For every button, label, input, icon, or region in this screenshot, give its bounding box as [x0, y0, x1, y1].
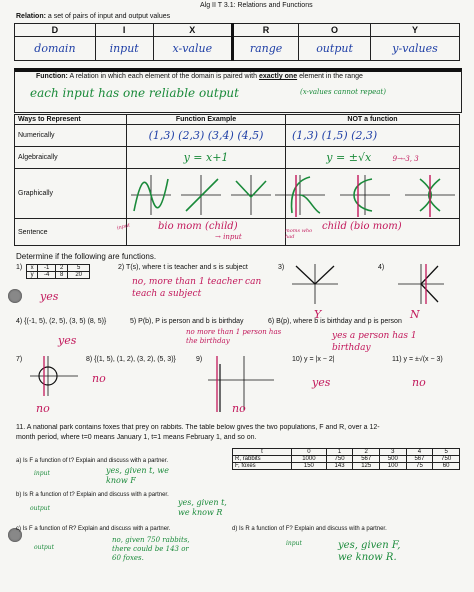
function-answer: each input has one reliable output [30, 86, 239, 100]
answer-x-value: x-value [153, 37, 233, 61]
p8-num: 7) [16, 356, 23, 363]
qd-answer: yes, given F, we know R. [338, 540, 401, 563]
p7-answer: yes a person has 1 birthday [332, 331, 417, 353]
tbl-r-1: 1000 [292, 456, 327, 463]
p4-graph [396, 262, 446, 306]
p4-answer: N [410, 308, 420, 321]
p1-x-0: x [27, 265, 38, 272]
p1-answer: yes [40, 290, 59, 303]
p8-answer: no [36, 402, 50, 415]
function-label: Function: [36, 73, 68, 80]
p5-answer: yes [58, 334, 77, 347]
qa-side: input [34, 470, 50, 477]
function-definition [36, 73, 363, 80]
row-graphically: Graphically [15, 169, 127, 219]
p9-answer: no [92, 372, 106, 385]
answer-y-values: y-values [371, 37, 460, 61]
p13-intro-b: month period, where t=0 means January 1, t=1 means February 1, and so on. [16, 434, 257, 441]
row-numerically: Numerically [15, 125, 127, 147]
qd-side: input [286, 540, 302, 547]
rabbit-fox-table [232, 448, 460, 470]
p3-num: 3) [278, 264, 285, 271]
letter-x: X [153, 24, 233, 37]
tbl-f-6: 60 [433, 463, 460, 470]
answer-range: range [233, 37, 299, 61]
p6-answer: no more than 1 person has the birthday [186, 328, 282, 345]
function-text-c: element in the range [299, 73, 363, 80]
p13-intro-a: 11. A national park contains foxes that prey on rabbits. The table below gives the two populations, F and R, over a 12- [16, 424, 380, 431]
tbl-head-4: 3 [380, 449, 407, 456]
relation-label: Relation: [16, 13, 46, 20]
qc-side: output [34, 544, 55, 551]
p1-y-3: 20 [68, 272, 90, 279]
function-text-b: exactly one [258, 73, 298, 80]
tbl-f-2: 143 [326, 463, 353, 470]
tbl-head-1: 0 [292, 449, 327, 456]
fn-sentence-arrow: → input [215, 233, 242, 241]
letter-o: O [299, 24, 371, 37]
not-algebraic-eq: y = ±√x [326, 151, 372, 164]
determine-title: Determine if the following are functions. [16, 252, 157, 261]
fn-algebraic: y = x+1 [127, 147, 286, 169]
p1-x-2: 2 [56, 265, 68, 272]
p1-y-2: 8 [56, 272, 68, 279]
ways-header-ways: Ways to Represent [15, 115, 127, 125]
tbl-head-3: 2 [353, 449, 380, 456]
tbl-f-4: 100 [380, 463, 407, 470]
relation-table [14, 23, 460, 61]
tbl-f-3: 125 [353, 463, 380, 470]
p10-answer: no [232, 402, 246, 415]
relation-definition: a set of pairs of input and output values [47, 13, 171, 20]
tbl-head-2: 1 [326, 449, 353, 456]
p10-num: 9) [196, 356, 203, 363]
hole-punch-top [8, 289, 22, 303]
p1-num: 1) [16, 264, 23, 271]
p1-x-3: 5 [68, 265, 90, 272]
p2-answer: no, more than 1 teacher can teach a subject [132, 277, 262, 299]
letter-d: D [15, 24, 96, 37]
relation-heading [16, 13, 170, 20]
not-sentence-side: moms who had [285, 228, 313, 240]
qb-side: output [30, 505, 51, 512]
p11-answer: yes [312, 376, 331, 389]
not-sentence: child (bio mom) [322, 221, 402, 232]
tbl-r-6: 750 [433, 456, 460, 463]
function-graphs [126, 171, 276, 219]
qd-question: d) Is R a function of F? Explain and discuss with a partner. [232, 526, 387, 532]
p12-answer: no [412, 376, 426, 389]
tbl-r-5: 567 [406, 456, 433, 463]
function-text-a: A relation in which each element of the domain is paired with [69, 73, 258, 80]
p1-y-1: -4 [38, 272, 56, 279]
p3-answer: Y [314, 308, 322, 321]
p5-question: 4) {(-1, 5), (2, 5), (3, 5) (8, 5)} [16, 318, 107, 325]
ways-header-function: Function Example [127, 115, 286, 125]
p3-graph [290, 262, 340, 306]
row-algebraically: Algebraically [15, 147, 127, 169]
qa-answer: yes, given t, we know F [106, 466, 169, 485]
function-note: (x-values cannot repeat) [300, 88, 386, 96]
letter-r: R [233, 24, 299, 37]
tbl-r-2: 750 [326, 456, 353, 463]
qb-answer: yes, given t, we know R [178, 498, 227, 517]
p1-y-0: y [27, 272, 38, 279]
qc-answer: no, given 750 rabbits, there could be 143 or 60 foxes. [112, 536, 190, 562]
fn-numerical: (1,3) (2,3) (3,4) (4,5) [127, 125, 286, 147]
letter-i: I [95, 24, 153, 37]
tbl-head-5: 4 [406, 449, 433, 456]
p4-num: 4) [378, 264, 385, 271]
not-function-graphs [270, 171, 460, 219]
p9-question: 8) {(1, 5), (1, 2), (3, 2), (5, 3)} [86, 356, 176, 363]
tbl-f-5: 75 [406, 463, 433, 470]
not-numerical: (1,3) (1,5) (2,3) [286, 125, 460, 147]
tbl-r-3: 567 [353, 456, 380, 463]
tbl-head-0: t [233, 449, 292, 456]
page-title: Alg II T 3.1: Relations and Functions [200, 2, 313, 9]
answer-domain: domain [15, 37, 96, 61]
answer-input: input [95, 37, 153, 61]
p2-question: 2) T(s), where t is teacher and s is subject [118, 264, 248, 271]
qc-question: c) Is F a function of R? Explain and discuss with a partner. [16, 526, 171, 532]
fn-sentence: bio mom (child) [158, 221, 238, 232]
tbl-f-1: 150 [292, 463, 327, 470]
answer-output: output [299, 37, 371, 61]
not-algebraic-note: 9→-3, 3 [392, 155, 419, 163]
tbl-r-0: R, rabbits [233, 456, 292, 463]
p11-question: 10) y = |x − 2| [292, 356, 335, 363]
p1-x-1: -1 [38, 265, 56, 272]
p1-table [26, 264, 90, 279]
tbl-f-0: F, foxes [233, 463, 292, 470]
ways-header-not: NOT a function [286, 115, 460, 125]
qa-question: a) Is F a function of t? Explain and discuss with a partner. [16, 458, 169, 464]
p6-question: 5) P(b), P is person and b is birthday [130, 318, 244, 325]
tbl-head-6: 5 [433, 449, 460, 456]
qb-question: b) Is R a function of t? Explain and discuss with a partner. [16, 492, 169, 498]
row-sentence: Sentence [15, 219, 127, 246]
letter-y: Y [371, 24, 460, 37]
fn-sentence-side: input [116, 222, 131, 232]
p7-question: 6) B(p), where b is birthday and p is person [268, 318, 402, 325]
p12-question: 11) y = ±√(x − 3) [392, 356, 443, 363]
p8-graph [28, 354, 80, 398]
tbl-r-4: 500 [380, 456, 407, 463]
not-algebraic [286, 147, 460, 169]
